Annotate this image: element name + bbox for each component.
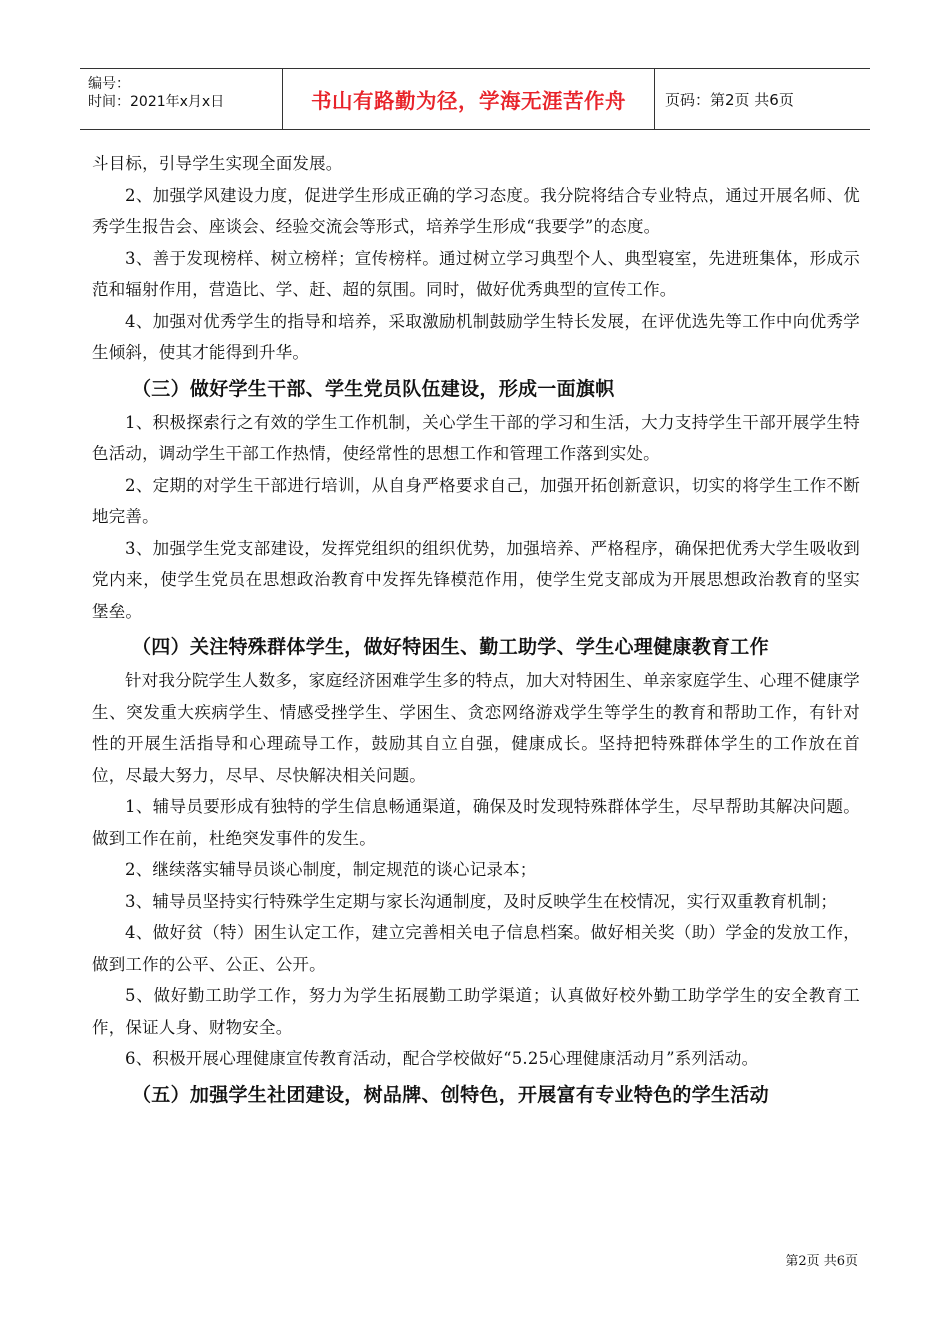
document-number-label: 编号： [88, 76, 130, 92]
paragraph: 4、加强对优秀学生的指导和培养，采取激励机制鼓励学生特长发展，在评优选先等工作中向优秀学生倾斜，使其才能得到升华。 [92, 311, 860, 362]
paragraph: 4、做好贫（特）困生认定工作，建立完善相关电子信息档案。做好相关奖（助）学金的发放工作，做到工作的公平、公正、公开。 [92, 923, 860, 974]
paragraph: 针对我分院学生人数多，家庭经济困难学生多的特点，加大对特困生、单亲家庭学生、心理不健康学生、突发重大疾病学生、情感受挫学生、学困生、贪恋网络游戏学生等学生的教育和帮助工作，有针对性的开展生活指导和心理疏导工作，鼓励其自立自强，健康成长。坚持把特殊群体学生的工作放在首位，尽最大努力，尽早、尽快解决相关问题。 [92, 671, 860, 785]
section-heading: （三）做好学生干部、学生党员队伍建设，形成一面旗帜 [132, 377, 615, 400]
paragraph: 3、善于发现榜样、树立榜样；宣传榜样。通过树立学习典型个人、典型寝室，先进班集体，形成示范和辐射作用，营造比、学、赶、超的氛围。同时，做好优秀典型的宣传工作。 [92, 248, 860, 299]
paragraph: 3、辅导员坚持实行特殊学生定期与家长沟通制度，及时反映学生在校情况，实行双重教育机制； [125, 891, 838, 911]
section-heading: （四）关注特殊群体学生，做好特困生、勤工助学、学生心理健康教育工作 [132, 636, 769, 658]
paragraph: 5、做好勤工助学工作，努力为学生拓展勤工助学渠道；认真做好校外勤工助学学生的安全教育工作，保证人身、财物安全。 [92, 986, 860, 1037]
paragraph: 2、继续落实辅导员谈心制度，制定规范的谈心记录本； [125, 860, 537, 879]
header-motto: 书山有路勤为径，学海无涯苦作舟 [283, 69, 655, 129]
paragraph: 1、辅导员要形成有独特的学生信息畅通渠道，确保及时发现特殊群体学生，尽早帮助其解决问题。做到工作在前，杜绝突发事件的发生。 [92, 797, 860, 848]
page-header [80, 68, 870, 130]
section-heading: （五）加强学生社团建设，树品牌、创特色，开展富有专业特色的学生活动 [132, 1083, 769, 1106]
page-footer: 第2页 共6页 [785, 1254, 858, 1269]
paragraph: 3、加强学生党支部建设，发挥党组织的组织优势，加强培养、严格程序，确保把优秀大学生吸收到党内来，使学生党员在思想政治教育中发挥先锋模范作用，使学生党支部成为开展思想政治教育的坚实堡垒。 [92, 538, 860, 621]
paragraph: 斗目标，引导学生实现全面发展。 [92, 154, 343, 173]
document-time-label: 时间：2021年x月x日 [88, 94, 225, 110]
paragraph: 6、积极开展心理健康宣传教育活动，配合学校做好“5.25心理健康活动月”系列活动。 [125, 1049, 759, 1068]
paragraph: 2、加强学风建设力度，促进学生形成正确的学习态度。我分院将结合专业特点，通过开展名师、优秀学生报告会、座谈会、经验交流会等形式，培养学生形成“我要学”的态度。 [92, 185, 860, 236]
paragraph: 1、积极探索行之有效的学生工作机制，关心学生干部的学习和生活，大力支持学生干部开展学生特色活动，调动学生干部工作热情，使经常性的思想工作和管理工作落到实处。 [92, 412, 860, 463]
document-body [92, 148, 860, 1113]
paragraph: 2、定期的对学生干部进行培训，从自身严格要求自己，加强开拓创新意识，切实的将学生工作不断地完善。 [92, 475, 860, 526]
header-meta [80, 69, 283, 129]
header-page-label: 页码：第2页 共6页 [665, 90, 794, 109]
